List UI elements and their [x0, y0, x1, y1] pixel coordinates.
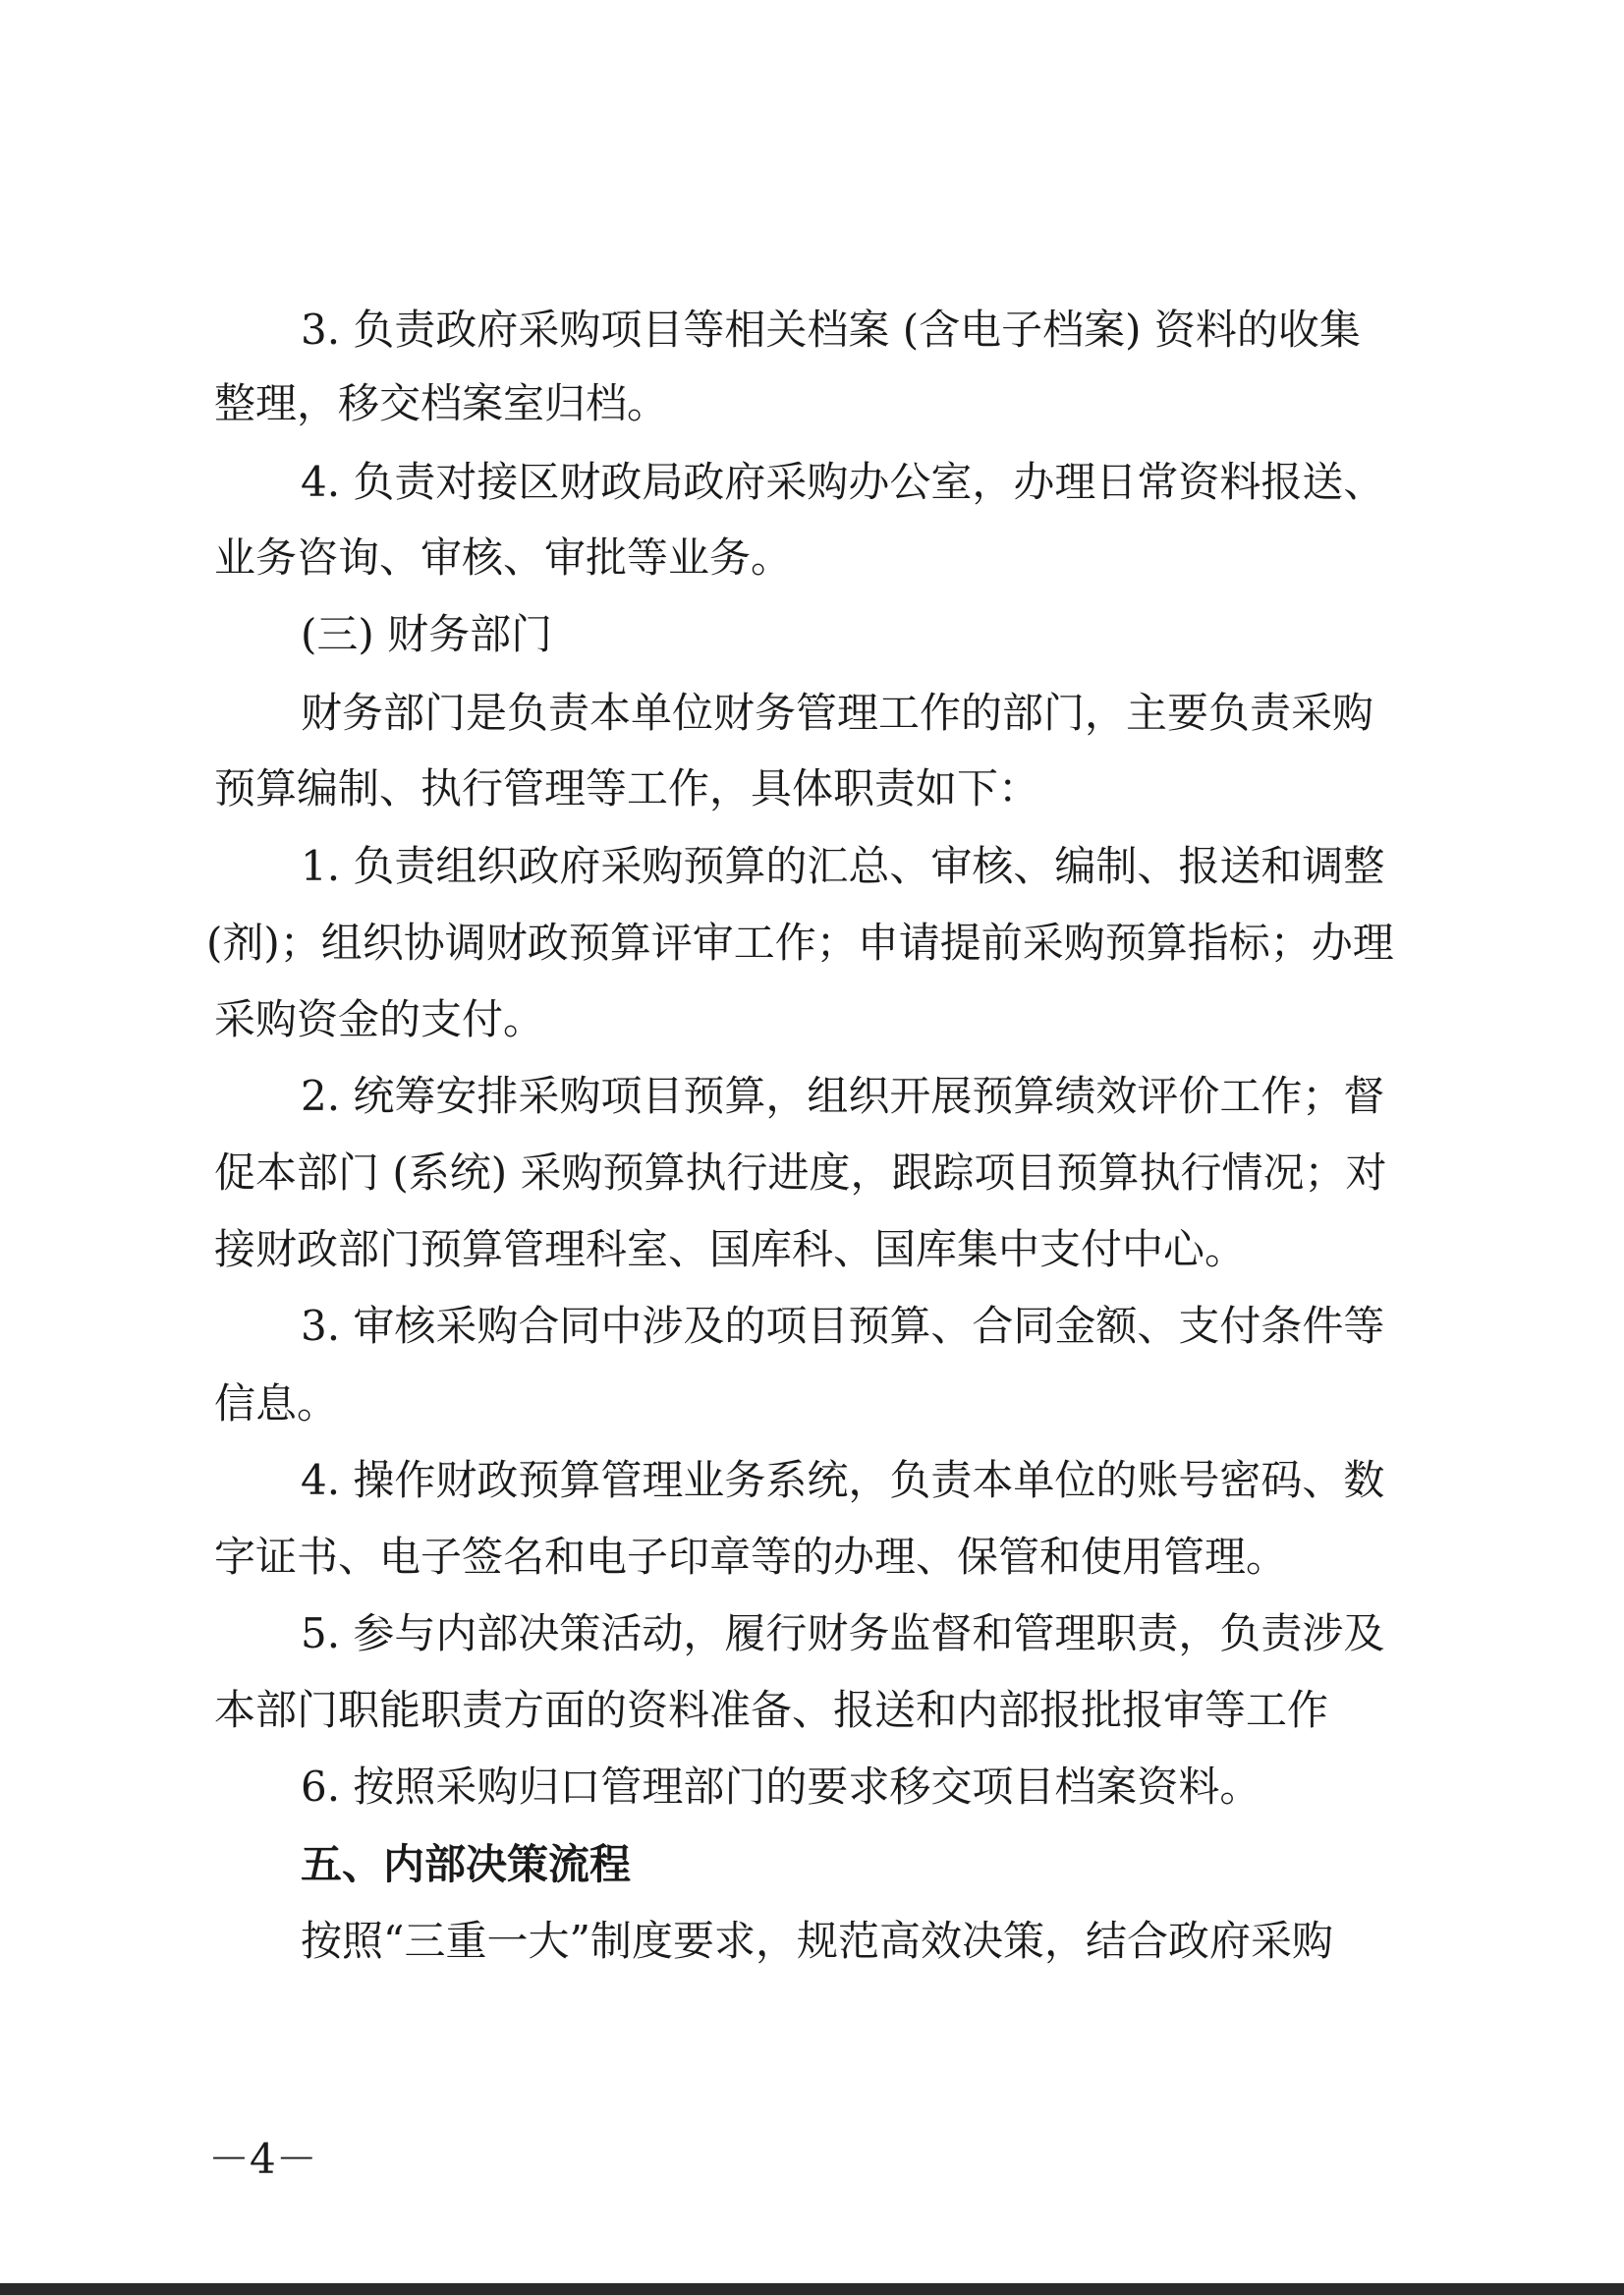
text-line: 4. 操作财政预算管理业务系统，负责本单位的账号密码、数 — [301, 1456, 1385, 1504]
text-line: 预算编制、执行管理等工作，具体职责如下： — [214, 764, 1040, 812]
text-line: 5. 参与内部决策活动，履行财务监督和管理职责，负责涉及 — [301, 1609, 1385, 1657]
text-line: 字证书、电子签名和电子印章等的办理、保管和使用管理。 — [214, 1533, 1288, 1581]
text-line: 按照“三重一大”制度要求，规范高效决策，结合政府采购 — [301, 1917, 1333, 1965]
text-line: 信息。 — [214, 1379, 339, 1427]
section-heading: 五、内部决策流程 — [301, 1840, 632, 1888]
text-line: 3. 审核采购合同中涉及的项目预算、合同金额、支付条件等 — [301, 1302, 1385, 1350]
section-subheading: (三) 财务部门 — [301, 610, 553, 658]
text-line: 1. 负责组织政府采购预算的汇总、审核、编制、报送和调整 — [301, 842, 1385, 890]
text-line: 业务咨询、审核、审批等业务。 — [214, 533, 793, 582]
text-line: 接财政部门预算管理科室、国库科、国库集中支付中心。 — [214, 1225, 1247, 1273]
text-line: 财务部门是负责本单位财务管理工作的部门，主要负责采购 — [301, 689, 1374, 737]
text-line: 4. 负责对接区财政局政府采购办公室，办理日常资料报送、 — [301, 458, 1385, 506]
scan-edge-divider — [0, 2283, 1624, 2295]
text-line: 6. 按照采购归口管理部门的要求移交项目档案资料。 — [301, 1763, 1261, 1811]
text-line: 2. 统筹安排采购项目预算，组织开展预算绩效评价工作；督 — [301, 1072, 1385, 1120]
text-line: 促本部门 (系统) 采购预算执行进度，跟踪项目预算执行情况；对 — [214, 1148, 1387, 1197]
text-line: 本部门职能职责方面的资料准备、报送和内部报批报审等工作 — [214, 1686, 1329, 1734]
text-line: 整理，移交档案室归档。 — [214, 379, 669, 427]
page-number: －4－ — [208, 2135, 317, 2183]
text-line: (剂)；组织协调财政预算评审工作；申请提前采购预算指标；办理 — [206, 919, 1394, 967]
text-line: 采购资金的支付。 — [214, 995, 545, 1043]
text-line: 3. 负责政府采购项目等相关档案 (含电子档案) 资料的收集 — [301, 306, 1361, 354]
